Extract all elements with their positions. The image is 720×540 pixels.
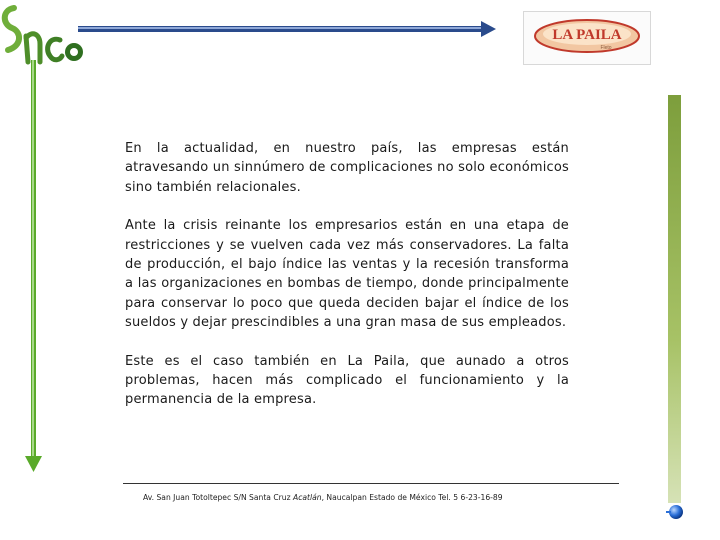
body-text [125, 139, 569, 429]
footer-address-italic: Acatlán [293, 493, 322, 502]
la-paila-logo [523, 11, 651, 65]
paragraph-3: Este es el caso también en La Paila, que aunado a otros problemas, hacen más complicado el funcionamiento y la permanencia de la empresa. [125, 353, 569, 408]
horizontal-arrow-icon [78, 18, 498, 40]
vertical-arrow-icon [18, 60, 48, 475]
footer-address-pre: Av. San Juan Totoltepec S/N Santa Cruz [143, 493, 294, 502]
footer-address [143, 493, 613, 502]
footer-divider [123, 483, 619, 484]
footer-address-post: , Naucalpan Estado de México Tel. 5 6-23-16-89 [321, 493, 503, 502]
synco-logo [0, 0, 100, 90]
side-bar [668, 95, 681, 503]
paragraph-2: Ante la crisis reinante los empresarios están en una etapa de restricciones y se vuelven cada vez más conservadores. La falta de producción, el bajo índice las ventas y la recesión transforma a las organizaciones en bombas de tiempo, donde principalmente para conservar lo poco que queda deciden bajar el índice de los sueldos y dejar prescindibles a una gran masa de sus empleados. [125, 218, 569, 331]
la-paila-logo-text: LA PAILA [552, 27, 622, 43]
blue-ball-icon [666, 503, 684, 521]
la-paila-logo-subtext: Fleto [600, 45, 612, 51]
paragraph-1: En la actualidad, en nuestro país, las empresas están atravesando un sinnúmero de complicaciones no solo económicos sino también relacionales. [125, 141, 569, 195]
